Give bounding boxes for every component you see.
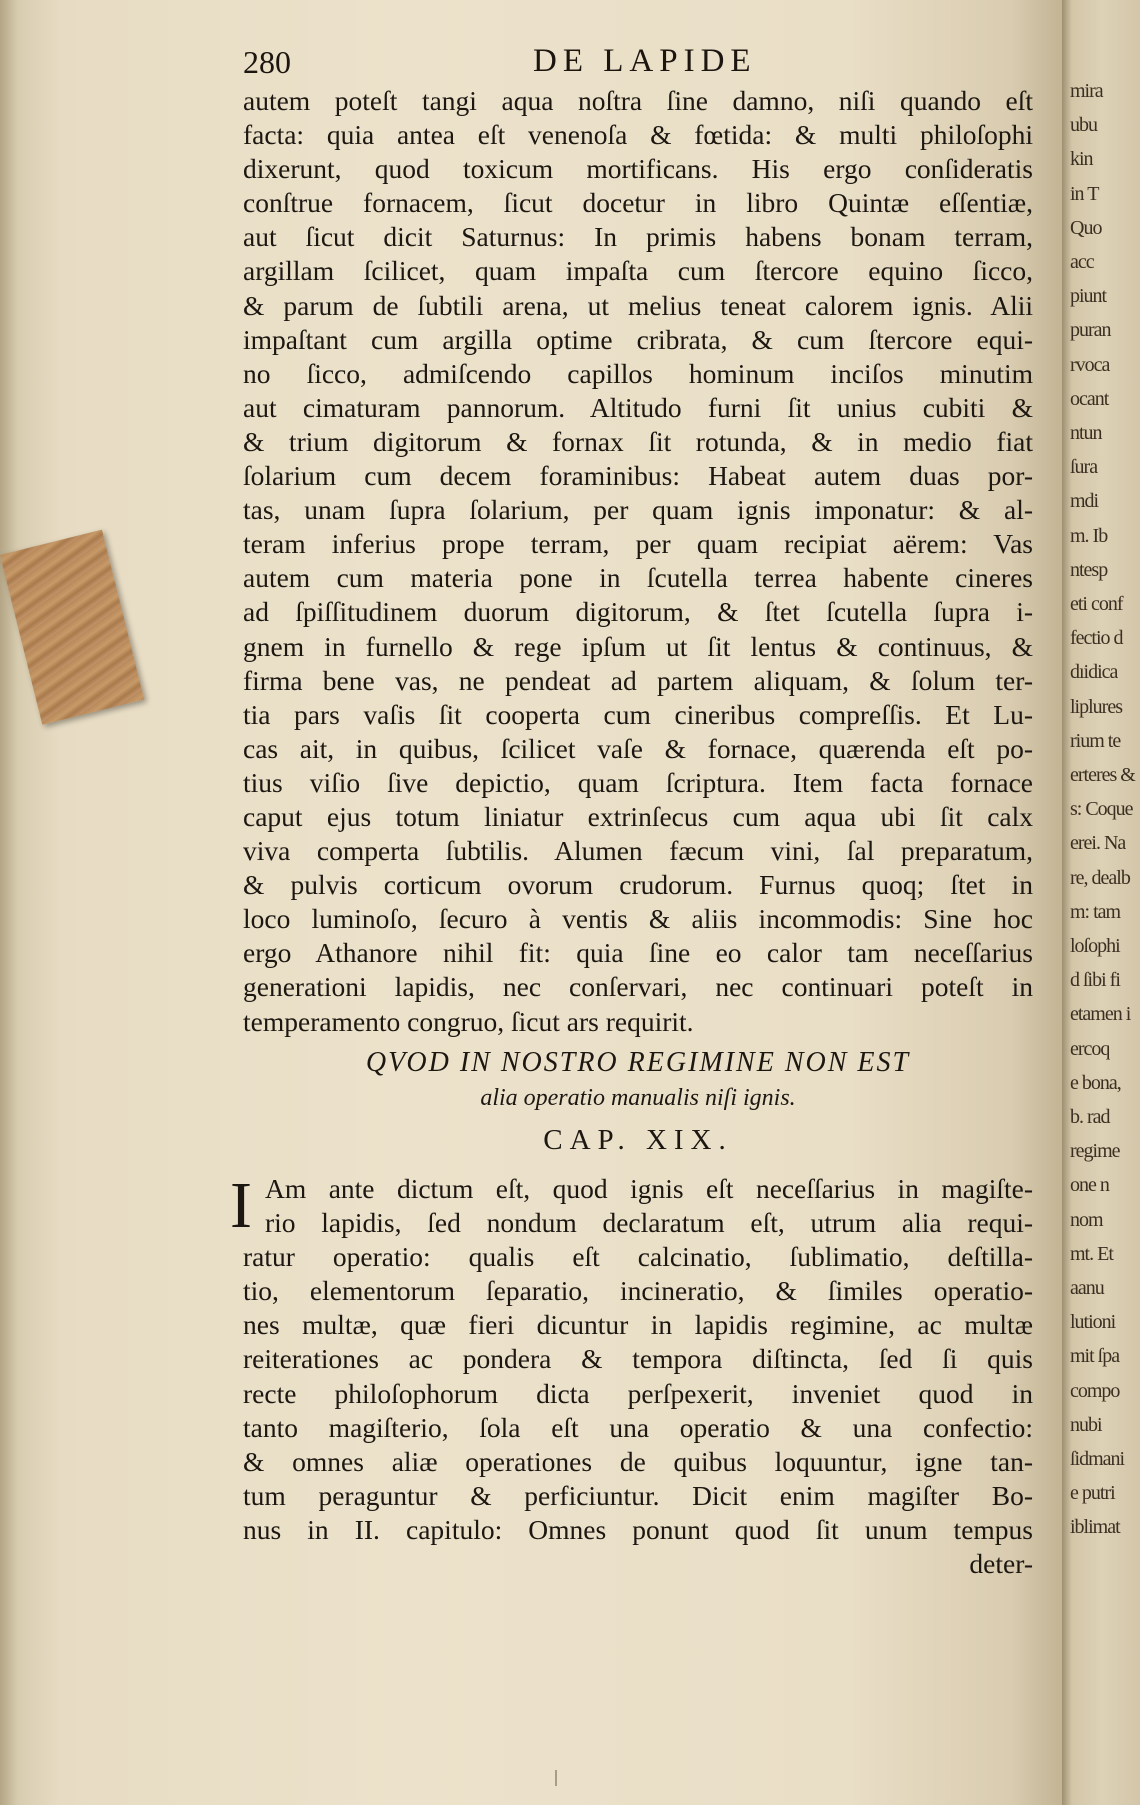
text-line: loco luminoſo, ſecuro à ventis & aliis incommodis: Sine hoc — [243, 903, 1033, 935]
page-number: 280 — [243, 44, 291, 80]
text-line: facta: quia antea eſt venenoſa & fœtida: & multi philoſophi — [243, 119, 1033, 151]
chapter-number: CAP. XIX. — [543, 1124, 733, 1156]
facing-page-fragment: nom — [1070, 1208, 1103, 1231]
facing-page-fragment: in T — [1070, 182, 1099, 205]
text-line: ad ſpiſſitudinem duorum digitorum, & ſtet ſcutella ſupra i- — [243, 596, 1033, 628]
facing-page-fragment: ntesp — [1070, 558, 1108, 581]
text-line: temperamento congruo, ſicut ars requirit. — [243, 1005, 694, 1037]
paper-mark — [555, 1770, 557, 1786]
text-line: gnem in furnello & rege ipſum ut ſit lentus & continuus, & — [243, 630, 1033, 662]
facing-page-fragment: ntun — [1070, 422, 1102, 444]
facing-page-fragment: fectio d — [1070, 627, 1123, 650]
text-line: recte philoſophorum dicta perſpexerit, inveniet quod in — [243, 1377, 1033, 1409]
text-line: aut cimaturam pannorum. Altitudo furni ſit unius cubiti & — [243, 391, 1033, 423]
facing-page-fragment: ercoq — [1070, 1037, 1110, 1060]
text-line: nes multæ, quæ fieri dicuntur in lapidis regimine, ac multæ — [243, 1309, 1033, 1341]
text-line: tum peraguntur & perficiuntur. Dicit enim magiſter Bo- — [243, 1479, 1033, 1511]
facing-page-fragment: mit ſpa — [1070, 1345, 1120, 1368]
text-line: ergo Athanore nihil fit: quia ſine eo calor tam neceſſarius — [243, 937, 1033, 969]
facing-page-fragment: rium te — [1070, 729, 1121, 752]
text-line: generationi lapidis, nec conſervari, nec continuari poteſt in — [243, 971, 1033, 1003]
facing-page-fragment: re, dealb — [1070, 866, 1130, 889]
text-line: & trium digitorum & fornax ſit rotunda, & in medio fiat — [243, 425, 1033, 457]
facing-page-fragment: dıidica — [1070, 661, 1118, 684]
facing-page-fragment: ſura — [1070, 456, 1098, 479]
chapter-title-line2: alia operatio manualis niſi ignis. — [480, 1085, 796, 1111]
facing-page-fragment: Quo — [1070, 216, 1102, 239]
facing-page-fragment: acc — [1070, 251, 1094, 273]
text-line: & pulvis corticum ovorum crudorum. Furnus quoq; ſtet in — [243, 869, 1033, 901]
facing-page-fragment: etamen i — [1070, 1003, 1131, 1026]
facing-page-fragment: mdi — [1070, 490, 1099, 513]
facing-page-fragment: eti conf — [1070, 593, 1123, 615]
facing-page-fragment: s: Coque — [1070, 798, 1133, 821]
facing-page-fragment: ubu — [1070, 114, 1097, 137]
facing-page-fragment: loſophi — [1070, 935, 1120, 957]
text-line: ſolarium cum decem foraminibus: Habeat autem duas por- — [243, 460, 1033, 492]
text-line: Am ante dictum eſt, quod ignis eſt neceſſarius in magiſte- — [265, 1173, 1033, 1204]
facing-page-fragment: compo — [1070, 1379, 1120, 1402]
text-line: rio lapidis, ſed nondum declaratum eſt, utrum alia requi- — [265, 1207, 1033, 1239]
facing-page-fragment: rvoca — [1070, 353, 1110, 376]
text-line: tanto magiſterio, ſola eſt una operatio & una confectio: — [243, 1411, 1033, 1443]
facing-page-fragment: erei. Na — [1070, 832, 1126, 855]
catchword: deter- — [969, 1548, 1033, 1580]
facing-page-fragment: e putri — [1070, 1482, 1115, 1505]
facing-page-fragment: b. rad — [1070, 1106, 1110, 1128]
facing-page-fragment: kin — [1070, 148, 1093, 171]
text-line: argillam ſcilicet, quam impaſta cum ſtercore equino ſicco, — [243, 255, 1033, 287]
facing-page-fragment: d ſibi fi — [1070, 969, 1120, 992]
text-line: dixerunt, quod toxicum mortificans. His ergo conſideratis — [243, 153, 1033, 185]
text-line: reiterationes ac pondera & tempora diſtincta, ſed ſi quis — [243, 1343, 1033, 1375]
text-line: autem cum materia pone in ſcutella terrea habente cineres — [243, 562, 1033, 594]
facing-page-fragment: one n — [1070, 1174, 1109, 1197]
text-line: cas ait, in quibus, ſcilicet vaſe & fornace, quærenda eſt po- — [243, 732, 1033, 764]
text-line: conſtrue fornacem, ſicut docetur in libro Quintæ eſſentiæ, — [243, 187, 1033, 219]
text-line: ratur operatio: qualis eſt calcinatio, ſublimatio, deſtilla- — [243, 1241, 1033, 1273]
facing-page-fragment: piunt — [1070, 285, 1107, 308]
text-line: no ſicco, admiſcendo capillos hominum inciſos minutim — [243, 357, 1033, 389]
facing-page-fragment: erteres & — [1070, 764, 1135, 786]
text-line: aut ſicut dicit Saturnus: In primis habens bonam terram, — [243, 221, 1033, 253]
page-header — [243, 44, 843, 84]
running-head: DE LAPIDE — [533, 43, 757, 79]
text-line: impaſtant cum argilla optime cribrata, & cum ſtercore equi- — [243, 323, 1033, 355]
facing-page-fragment: mt. Et — [1070, 1242, 1113, 1265]
text-line: nus in II. capitulo: Omnes ponunt quod ſit unum tempus — [243, 1513, 1033, 1545]
text-line: firma bene vas, ne pendeat ad partem aliquam, & ſolum ter- — [243, 664, 1033, 696]
text-line: tas, unam ſupra ſolarium, per quam ignis imponatur: & al- — [243, 494, 1033, 526]
chapter-text — [243, 1172, 1033, 1581]
text-line: teram inferius prope terram, per quam recipiat aërem: Vas — [243, 528, 1033, 560]
text-line: tius viſio ſive depictio, quam ſcriptura. Item facta fornace — [243, 766, 1033, 798]
facing-page-fragment: m. Ib — [1070, 524, 1108, 547]
text-line: tio, elementorum ſeparatio, incineratio, & ſimiles operatio- — [243, 1275, 1033, 1307]
chapter-title-line1: QVOD IN NOSTRO REGIMINE NON EST — [365, 1047, 911, 1078]
body-text — [243, 84, 1033, 1039]
text-line: viva comperta ſubtilis. Alumen fæcum vini, ſal preparatum, — [243, 835, 1033, 867]
facing-page-fragment: ſidmani — [1070, 1448, 1125, 1470]
facing-page-fragment: lutioni — [1070, 1311, 1116, 1334]
facing-page-edge — [1062, 0, 1140, 1805]
facing-page-fragment: ocant — [1070, 387, 1109, 410]
drop-capital: I — [230, 1169, 252, 1242]
facing-page-fragment: liplures — [1070, 695, 1122, 718]
facing-page-fragment: e bona, — [1070, 1071, 1121, 1094]
text-line: autem poteſt tangi aqua noſtra ſine damno, niſi quando eſt — [243, 85, 1033, 116]
facing-page-fragment: m: tam — [1070, 900, 1121, 923]
facing-page-fragment: nubi — [1070, 1413, 1102, 1436]
facing-page-fragment: aanu — [1070, 1277, 1104, 1299]
text-line: & omnes aliæ operationes de quibus loquuntur, igne tan- — [243, 1445, 1033, 1477]
text-line: & parum de ſubtili arena, ut melius teneat calorem ignis. Alii — [243, 289, 1033, 321]
text-line: caput ejus totum liniatur extrinſecus cum aqua ubi ſit calx — [243, 800, 1033, 832]
facing-page-fragment: iblimat — [1070, 1516, 1120, 1539]
facing-page-fragment: puran — [1070, 319, 1111, 342]
text-line: tia pars vaſis ſit cooperta cum cineribus compreſſis. Et Lu- — [243, 698, 1033, 730]
facing-page-fragment: mira — [1070, 80, 1103, 102]
facing-page-fragment: regime — [1070, 1140, 1120, 1163]
